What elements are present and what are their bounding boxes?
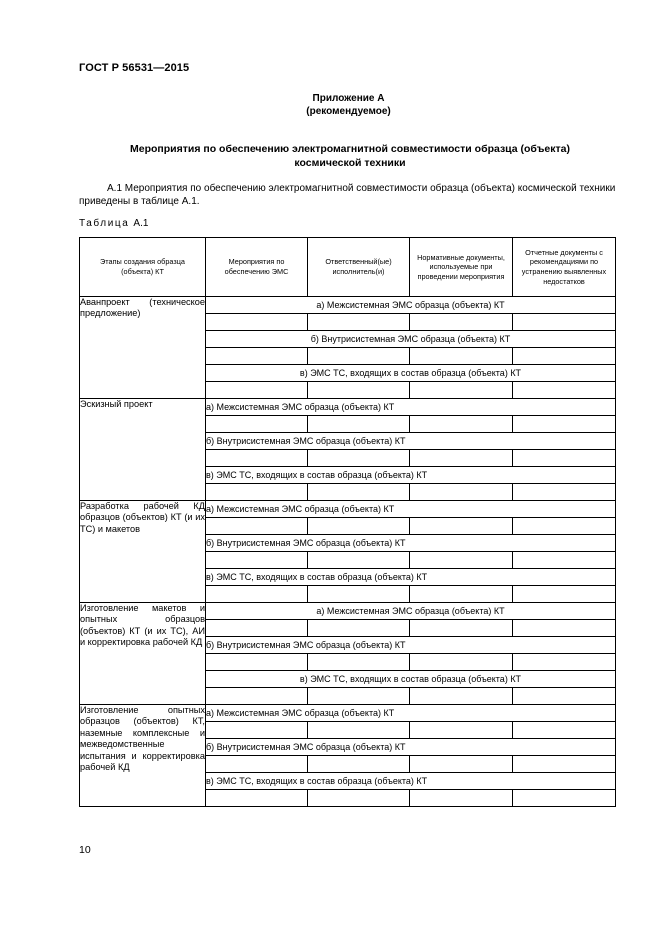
section-label: в) ЭМС ТС, входящих в состав образца (объекта) КТ: [206, 467, 616, 484]
appendix-status: (рекомендуемое): [306, 106, 391, 117]
table-cell: [513, 620, 616, 637]
section-label: б) Внутрисистемная ЭМС образца (объекта) КТ: [206, 535, 616, 552]
section-title-line2: космической техники: [294, 157, 406, 169]
table-cell: [206, 518, 308, 535]
table-cell: [206, 552, 308, 569]
stage-cell: Эскизный проект: [80, 399, 206, 501]
table-cell: [206, 484, 308, 501]
table-cell: [206, 314, 308, 331]
table-cell: [513, 416, 616, 433]
table-cell: [308, 416, 410, 433]
table-cell: [410, 348, 513, 365]
table-cell: [206, 790, 308, 807]
table-caption-prefix: Таблица: [79, 218, 130, 229]
table-cell: [308, 552, 410, 569]
table-cell: [513, 790, 616, 807]
table-cell: [308, 348, 410, 365]
table-cell: [513, 756, 616, 773]
table-cell: [410, 722, 513, 739]
appendix-heading: [0, 92, 661, 118]
table-cell: [308, 586, 410, 603]
table-cell: [513, 382, 616, 399]
table-cell: [206, 756, 308, 773]
section-title: [90, 142, 610, 170]
table-caption: [79, 218, 148, 229]
table-row: [80, 501, 616, 518]
stage-cell: Аванпроект (техническое предложение): [80, 297, 206, 399]
table-cell: [513, 586, 616, 603]
section-label: в) ЭМС ТС, входящих в состав образца (объекта) КТ: [206, 773, 616, 790]
table-row: [80, 399, 616, 416]
table-cell: [206, 722, 308, 739]
stage-group: [80, 705, 616, 807]
table-cell: [410, 314, 513, 331]
appendix-title: Приложение А: [312, 93, 385, 104]
section-label: в) ЭМС ТС, входящих в состав образца (объекта) КТ: [206, 671, 616, 688]
page-number: 10: [79, 844, 91, 856]
table-cell: [513, 314, 616, 331]
table-cell: [308, 620, 410, 637]
table-cell: [308, 688, 410, 705]
table-cell: [410, 688, 513, 705]
table-cell: [206, 688, 308, 705]
column-header: Нормативные документы, используемые при проведении мероприятия: [410, 238, 513, 297]
section-label: а) Межсистемная ЭМС образца (объекта) КТ: [206, 705, 616, 722]
table-cell: [308, 756, 410, 773]
stage-cell: Изготовление макетов и опытных образцов (объектов) КТ (и их ТС), АИ и корректировка рабочей КД: [80, 603, 206, 705]
table-cell: [410, 620, 513, 637]
table-cell: [410, 654, 513, 671]
stage-group: [80, 501, 616, 603]
stage-group: [80, 603, 616, 705]
table-cell: [410, 416, 513, 433]
section-label: б) Внутрисистемная ЭМС образца (объекта) КТ: [206, 433, 616, 450]
table-cell: [410, 382, 513, 399]
table-row: [80, 705, 616, 722]
measures-table: [79, 237, 616, 807]
table-cell: [410, 484, 513, 501]
section-title-line1: Мероприятия по обеспечению электромагнитной совместимости образца (объекта): [129, 143, 570, 155]
table-cell: [206, 654, 308, 671]
table-cell: [410, 450, 513, 467]
table-cell: [513, 688, 616, 705]
table-cell: [410, 552, 513, 569]
table-cell: [513, 484, 616, 501]
table-cell: [308, 382, 410, 399]
standard-number: ГОСТ Р 56531—2015: [79, 62, 190, 74]
table-cell: [513, 722, 616, 739]
stage-group: [80, 399, 616, 501]
table-cell: [513, 518, 616, 535]
table-cell: [513, 348, 616, 365]
column-header: Этапы создания образца (объекта) КТ: [80, 238, 206, 297]
section-label: б) Внутрисистемная ЭМС образца (объекта) КТ: [206, 739, 616, 756]
table-cell: [308, 518, 410, 535]
table-cell: [410, 790, 513, 807]
table-cell: [513, 450, 616, 467]
table-cell: [206, 620, 308, 637]
column-header: Отчетные документы с рекомендациями по устранению выявленных недостатков: [513, 238, 616, 297]
table-cell: [206, 586, 308, 603]
section-label: б) Внутрисистемная ЭМС образца (объекта) КТ: [206, 331, 616, 348]
table-cell: [513, 552, 616, 569]
table-cell: [410, 518, 513, 535]
stage-group: [80, 297, 616, 399]
intro-paragraph: А.1 Мероприятия по обеспечению электромагнитной совместимости образца (объекта) космической техники приведены в таблице А.1.: [79, 183, 616, 207]
stage-cell: Разработка рабочей КД образцов (объектов) КТ (и их ТС) и макетов: [80, 501, 206, 603]
section-label: а) Межсистемная ЭМС образца (объекта) КТ: [206, 603, 616, 620]
section-label: а) Межсистемная ЭМС образца (объекта) КТ: [206, 501, 616, 518]
table-cell: [206, 348, 308, 365]
table-cell: [410, 586, 513, 603]
table-cell: [206, 416, 308, 433]
table-cell: [308, 654, 410, 671]
table-cell: [308, 314, 410, 331]
table-cell: [308, 722, 410, 739]
table-caption-number: А.1: [133, 218, 149, 229]
stage-cell: Изготовление опытных образцов (объектов) КТ, наземные комплексные и межведомственные испытания и корректировка рабочей КД: [80, 705, 206, 807]
section-label: в) ЭМС ТС, входящих в состав образца (объекта) КТ: [206, 569, 616, 586]
table-cell: [410, 756, 513, 773]
section-label: а) Межсистемная ЭМС образца (объекта) КТ: [206, 297, 616, 314]
table-cell: [308, 484, 410, 501]
table-cell: [206, 382, 308, 399]
section-label: в) ЭМС ТС, входящих в состав образца (объекта) КТ: [206, 365, 616, 382]
table-header-row: [80, 238, 616, 297]
section-label: б) Внутрисистемная ЭМС образца (объекта) КТ: [206, 637, 616, 654]
column-header: Мероприятия по обеспечению ЭМС: [206, 238, 308, 297]
column-header: Ответственный(ые) исполнитель(и): [308, 238, 410, 297]
table-cell: [308, 790, 410, 807]
table-cell: [513, 654, 616, 671]
table-row: [80, 603, 616, 620]
table-row: [80, 297, 616, 314]
table-cell: [206, 450, 308, 467]
table-cell: [308, 450, 410, 467]
section-label: а) Межсистемная ЭМС образца (объекта) КТ: [206, 399, 616, 416]
